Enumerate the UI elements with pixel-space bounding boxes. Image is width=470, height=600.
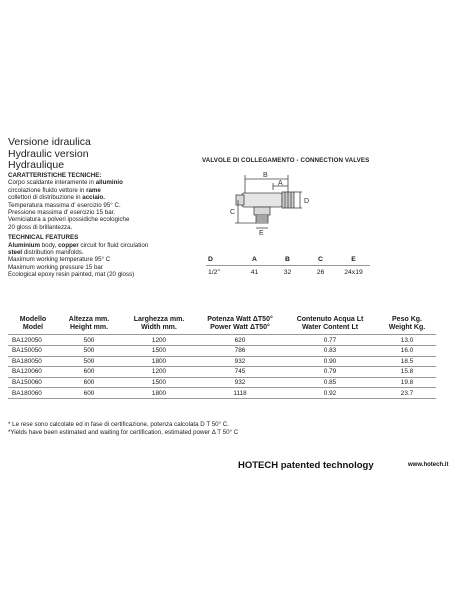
brand-tagline: HOTECH patented technology <box>238 460 374 471</box>
italian-specs-heading: CARATTERISTICHE TECNICHE: <box>8 172 102 179</box>
italian-spec-line <box>8 202 198 209</box>
spec-bold: steel <box>8 249 23 257</box>
valve-diagram <box>228 166 328 238</box>
table-cell: 0.90 <box>282 356 378 367</box>
footnotes <box>8 421 238 437</box>
table-cell: 0.92 <box>282 388 378 399</box>
table-cell: 1800 <box>120 356 198 367</box>
table-cell: 932 <box>198 356 282 367</box>
table-cell: 500 <box>58 346 120 357</box>
table-cell: 24x19 <box>337 266 370 279</box>
table-cell: 932 <box>198 377 282 388</box>
table-cell: 13.0 <box>378 335 436 346</box>
spec-text: Corpo scaldante interamente in <box>8 179 96 187</box>
column-header-weight: Peso Kg. Weight Kg. <box>388 316 426 332</box>
column-header-model: Modello Model <box>19 316 47 332</box>
table-cell: 16.0 <box>378 346 436 357</box>
valve-dimensions-table <box>206 254 370 278</box>
table-cell: 41 <box>238 266 271 279</box>
table-row <box>8 356 436 367</box>
table-cell: 500 <box>58 356 120 367</box>
table-cell: 600 <box>58 367 120 378</box>
connection-valves-title: VALVOLE DI COLLEGAMENTO - CONNECTION VALVES <box>202 157 370 164</box>
technical-specs <box>8 172 198 279</box>
table-cell: 32 <box>271 266 304 279</box>
spec-text: collettori di distribuzione in <box>8 194 83 202</box>
english-spec-line: Ecological epoxy resin painted, mat (20 gloss) <box>8 271 135 279</box>
spec-text: 20 gloss di brillantezza. <box>8 223 73 231</box>
diagram-label-a: A <box>278 180 283 187</box>
spec-text: distribution manifolds. <box>22 249 84 257</box>
spec-bold: copper <box>58 241 79 249</box>
valve-body <box>242 193 282 207</box>
spec-text: Pressione massima d' esercizio 15 bar. <box>8 209 116 217</box>
table-cell: 600 <box>58 377 120 388</box>
table-cell: 0.83 <box>282 346 378 357</box>
table-cell: 1200 <box>120 367 198 378</box>
table-cell: 620 <box>198 335 282 346</box>
table-cell: 15.8 <box>378 367 436 378</box>
spec-text: circolazione fluido vettore in <box>8 186 87 194</box>
table-cell: 1118 <box>198 388 282 399</box>
table-cell: BA150060 <box>8 377 58 388</box>
table-cell: BA120060 <box>8 367 58 378</box>
diagram-label-d: D <box>304 198 310 205</box>
table-cell: 1800 <box>120 388 198 399</box>
english-spec-line <box>8 249 198 256</box>
column-header-water-content: Contenuto Acqua Lt Water Content Lt <box>296 316 364 332</box>
column-header: C <box>318 256 323 263</box>
diagram-label-c: C <box>230 209 236 216</box>
footnote-english: *Yields have been estimated and waiting for certification, estimated power Δ T 50° C <box>8 429 239 436</box>
title-english: Hydraulic version <box>8 147 89 160</box>
english-specs-heading: TECHNICAL FEATURES <box>8 234 79 242</box>
english-spec-line <box>8 242 198 249</box>
column-header-height: Altezza mm. Height mm. <box>68 316 110 332</box>
table-cell: 18.5 <box>378 356 436 367</box>
table-cell: 0.79 <box>282 367 378 378</box>
table-header-row <box>206 254 370 266</box>
table-cell: BA180050 <box>8 356 58 367</box>
english-spec-line: Maximum working pressure 15 bar <box>8 263 103 271</box>
table-row <box>8 388 436 399</box>
table-cell: 0.85 <box>282 377 378 388</box>
valve-cap <box>236 195 244 205</box>
table-header-row <box>8 316 436 335</box>
spec-bold: acciaio. <box>82 194 105 202</box>
table-cell: 600 <box>58 388 120 399</box>
column-header-width: Larghezza mm. Width mm. <box>133 316 185 332</box>
spec-text: body, <box>39 241 59 249</box>
spec-text: Verniciatura a polveri ipossidiche ecologiche <box>8 216 130 224</box>
table-cell: 1/2" <box>206 266 238 279</box>
italian-spec-line <box>8 179 198 186</box>
table-cell: BA120050 <box>8 335 58 346</box>
table-row <box>8 335 436 346</box>
italian-spec-line <box>8 187 198 194</box>
column-header: A <box>252 256 257 263</box>
title-italian: Versione idraulica <box>8 136 91 148</box>
italian-spec-line <box>8 209 198 216</box>
diagram-label-e: E <box>259 230 264 237</box>
italian-spec-line <box>8 224 198 231</box>
table-cell: 500 <box>58 335 120 346</box>
version-titles <box>8 137 91 172</box>
table-cell: 1200 <box>120 335 198 346</box>
spec-text: circuit for fluid circulation <box>78 241 149 249</box>
table-cell: 19.8 <box>378 377 436 388</box>
table-cell: 23.7 <box>378 388 436 399</box>
table-row <box>206 266 370 279</box>
table-row <box>8 377 436 388</box>
diagram-label-b: B <box>263 172 268 179</box>
table-cell: 1500 <box>120 346 198 357</box>
table-cell: 786 <box>198 346 282 357</box>
column-header-power: Potenza Watt ΔT50° Power Watt ΔT50° <box>207 316 273 332</box>
title-french: Hydraulique <box>8 159 65 171</box>
website-link[interactable]: www.hotech.it <box>408 462 449 468</box>
valve-outlet <box>254 207 270 215</box>
italian-spec-line <box>8 194 198 201</box>
spec-text: Temperatura massima d' esercizio 95° C. <box>8 201 121 209</box>
english-spec-line: Maximum working temperature 95° C <box>8 256 111 264</box>
models-table <box>8 316 436 399</box>
table-row <box>8 346 436 357</box>
table-cell: 1500 <box>120 377 198 388</box>
table-cell: 745 <box>198 367 282 378</box>
table-cell: BA180060 <box>8 388 58 399</box>
table-cell: BA150050 <box>8 346 58 357</box>
spec-bold: Aluminium <box>8 241 40 249</box>
table-row <box>8 367 436 378</box>
spec-bold: alluminio <box>95 179 123 187</box>
column-header: B <box>285 256 290 263</box>
footnote-italian: * Le rese sono calcolate ed in fase di certificazione, potenza calcolata D T 50° C. <box>8 421 229 428</box>
italian-spec-line <box>8 216 198 223</box>
column-header: E <box>351 256 356 263</box>
column-header: D <box>208 256 213 263</box>
table-cell: 26 <box>304 266 337 279</box>
spec-bold: rame <box>86 186 101 194</box>
table-cell: 0.77 <box>282 335 378 346</box>
